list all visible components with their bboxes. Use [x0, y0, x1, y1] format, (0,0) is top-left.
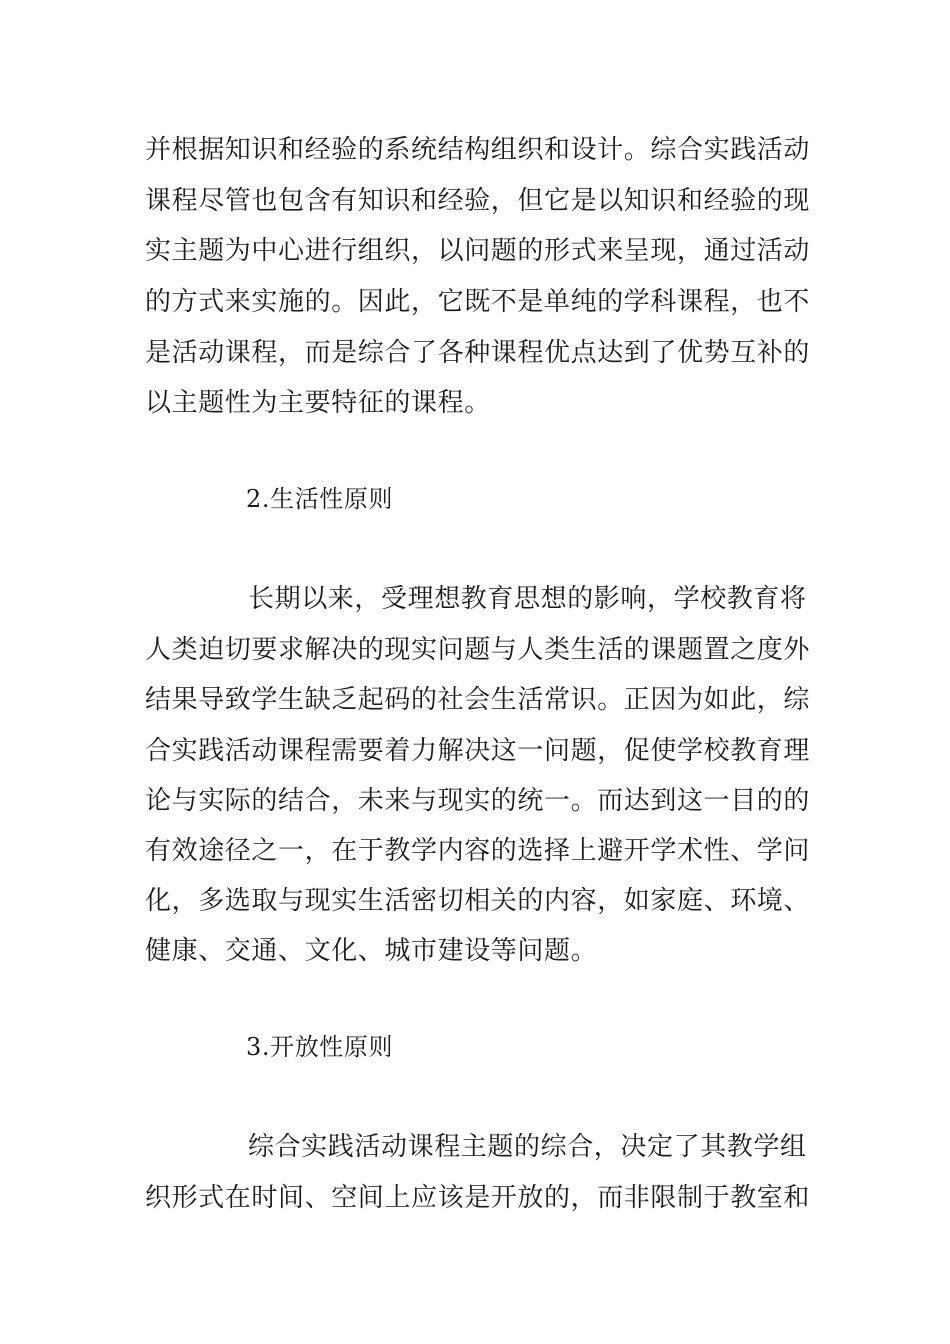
paragraph-1-line: 以主题性为主要特征的课程。 [145, 388, 491, 418]
paragraph-1-line: 并根据知识和经验的系统结构组织和设计。综合实践活动 [145, 135, 811, 165]
paragraph-1-line: 的方式来实施的。因此，它既不是单纯的学科课程，也不 [145, 287, 811, 317]
paragraph-2-line: 人类迫切要求解决的现实问题与人类生活的课题置之度外 [145, 635, 811, 665]
paragraph-2-line: 有效途径之一，在于教学内容的选择上避开学术性、学问 [145, 836, 811, 866]
paragraph-3-line: 综合实践活动课程主题的综合，决定了其教学组 [248, 1132, 807, 1162]
paragraph-2-line: 论与实际的结合，未来与现实的统一。而达到这一目的的 [145, 786, 811, 816]
paragraph-2-line: 结果导致学生缺乏起码的社会生活常识。正因为如此，综 [145, 685, 811, 715]
paragraph-2-line: 合实践活动课程需要着力解决这一问题，促使学校教育理 [145, 736, 811, 766]
section-heading-2: 2.生活性原则 [246, 485, 394, 513]
paragraph-2-line: 健康、交通、文化、城市建设等问题。 [145, 936, 598, 966]
paragraph-2-line: 化，多选取与现实生活密切相关的内容，如家庭、环境、 [145, 886, 811, 916]
paragraph-2-line: 长期以来，受理想教育思想的影响，学校教育将 [248, 584, 807, 614]
paragraph-3-line: 织形式在时间、空间上应该是开放的，而非限制于教室和 [145, 1183, 811, 1213]
paragraph-1-line: 是活动课程，而是综合了各种课程优点达到了优势互补的 [145, 338, 811, 368]
section-heading-3: 3.开放性原则 [246, 1033, 394, 1061]
paragraph-1-line: 课程尽管也包含有知识和经验，但它是以知识和经验的现 [145, 186, 811, 216]
paragraph-1-line: 实主题为中心进行组织，以问题的形式来呈现，通过活动 [145, 236, 811, 266]
